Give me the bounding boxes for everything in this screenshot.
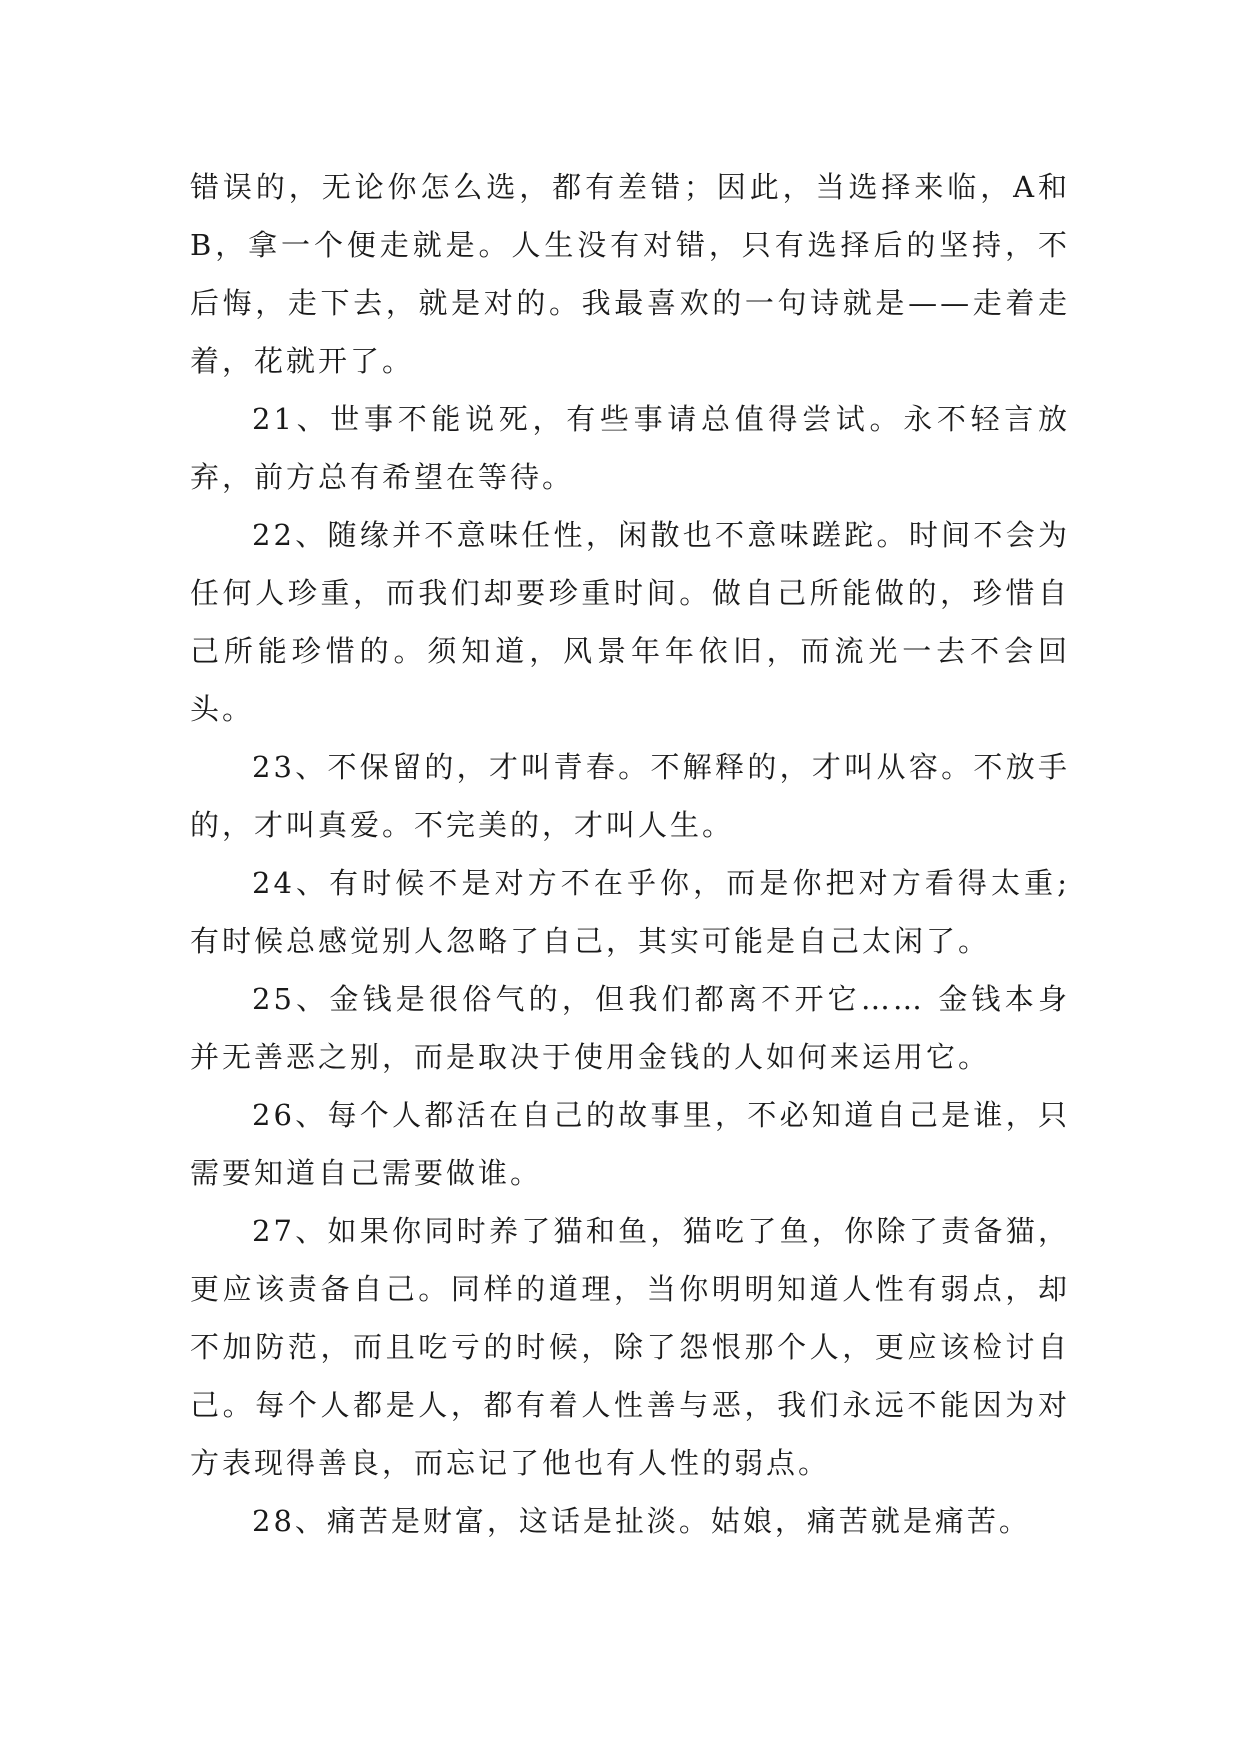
paragraph-23: 23、不保留的，才叫青春。不解释的，才叫从容。不放手的，才叫真爱。不完美的，才叫人生。 xyxy=(190,750,1070,842)
document-body xyxy=(190,158,1070,1550)
paragraph-28: 28、痛苦是财富，这话是扯淡。姑娘，痛苦就是痛苦。 xyxy=(252,1504,1031,1538)
paragraph-22: 22、随缘并不意味任性，闲散也不意味蹉跎。时间不会为任何人珍重，而我们却要珍重时间。做自己所能做的，珍惜自己所能珍惜的。须知道，风景年年依旧，而流光一去不会回头。 xyxy=(190,518,1070,726)
paragraph-27: 27、如果你同时养了猫和鱼，猫吃了鱼，你除了责备猫，更应该责备自己。同样的道理，当你明明知道人性有弱点，却不加防范，而且吃亏的时候，除了怨恨那个人，更应该检讨自己。每个人都是人，都有着人性善与恶，我们永远不能因为对方表现得善良，而忘记了他也有人性的弱点。 xyxy=(190,1214,1070,1480)
paragraph-20-continuation: 错误的，无论你怎么选，都有差错；因此，当选择来临，A和B，拿一个便走就是。人生没有对错，只有选择后的坚持，不后悔，走下去，就是对的。我最喜欢的一句诗就是——走着走着，花就开了。 xyxy=(190,170,1070,378)
paragraph-25: 25、金钱是很俗气的，但我们都离不开它…… 金钱本身并无善恶之别，而是取决于使用金钱的人如何来运用它。 xyxy=(190,982,1070,1074)
paragraph-21: 21、世事不能说死，有些事请总值得尝试。永不轻言放弃，前方总有希望在等待。 xyxy=(190,402,1070,494)
paragraph-24: 24、有时候不是对方不在乎你，而是你把对方看得太重;有时候总感觉别人忽略了自己，其实可能是自己太闲了。 xyxy=(190,866,1070,958)
paragraph-26: 26、每个人都活在自己的故事里，不必知道自己是谁，只需要知道自己需要做谁。 xyxy=(190,1098,1070,1190)
